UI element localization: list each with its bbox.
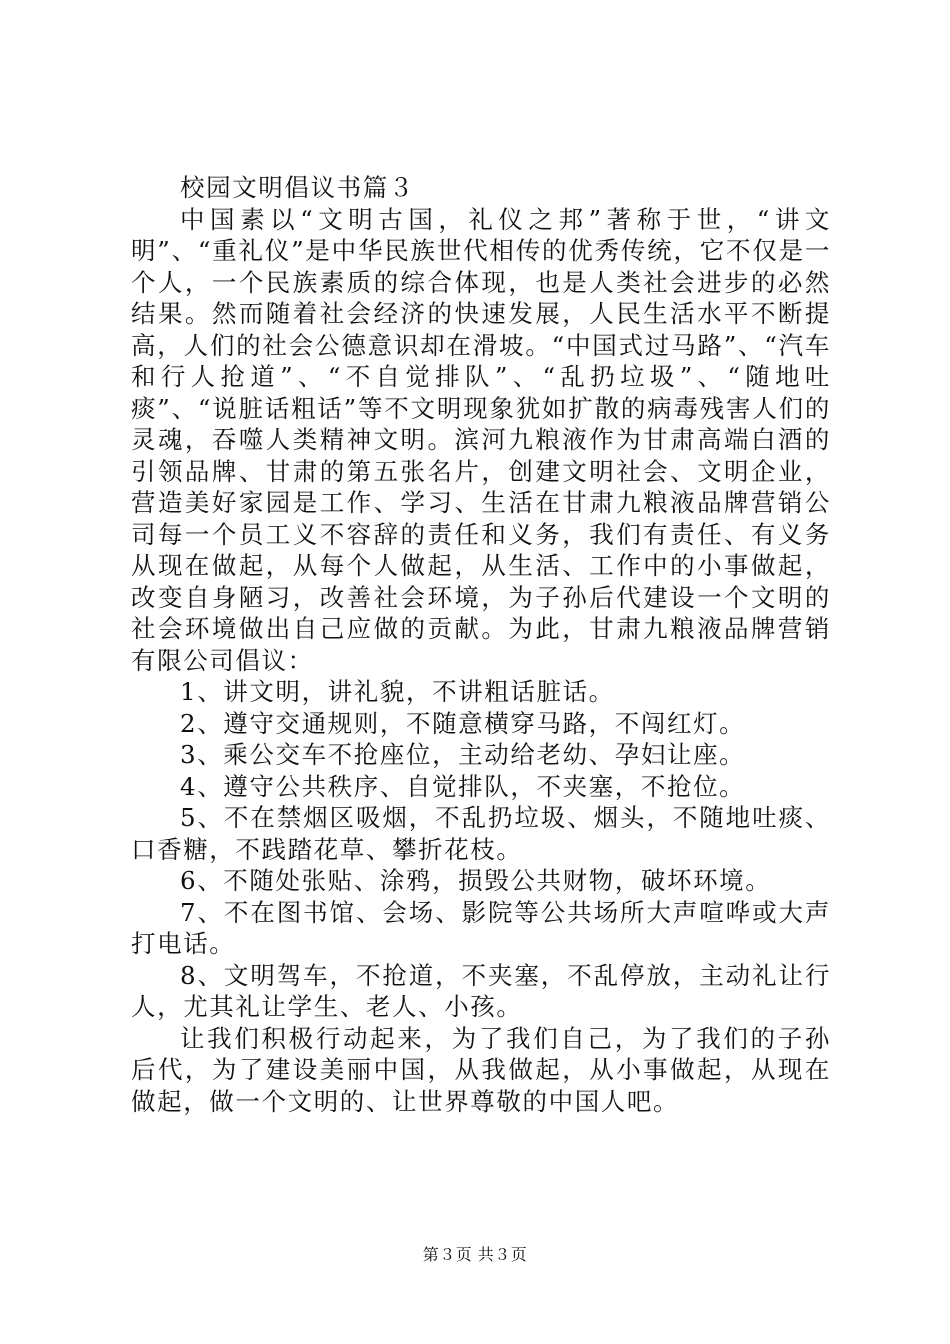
proposal-item-7: 7、不在图书馆、会场、影院等公共场所大声喧哗或大声打电话。 bbox=[131, 897, 831, 958]
proposal-item-6: 6、不随处张贴、涂鸦，损毁公共财物，破坏环境。 bbox=[180, 866, 772, 895]
proposal-item-3: 3、乘公交车不抢座位，主动给老幼、孕妇让座。 bbox=[180, 740, 746, 769]
document-title: 校园文明倡议书篇３ bbox=[180, 173, 415, 202]
intro-paragraph: 中国素以“文明古国，礼仪之邦”著称于世，“讲文明”、“重礼仪”是中华民族世代相传的优秀传统，它不仅是一个人，一个民族素质的综合体现，也是人类社会进步的必然结果。然而随着社会经济的快速发展，人民生活水平不断提高，人们的社会公德意识却在滑坡。“中国式过马路”、“汽车和行人抢道”、“不自觉排队”、“乱扔垃圾”、“随地吐痰”、“说脏话粗话”等不文明现象犹如扩散的病毒残害人们的灵魂，吞噬人类精神文明。滨河九粮液作为甘肃高端白酒的引领品牌、甘肃的第五张名片，创建文明社会、文明企业，营造美好家园是工作、学习、生活在甘肃九粮液品牌营销公司每一个员工义不容辞的责任和义务，我们有责任、有义务从现在做起，从每个人做起，从生活、工作中的小事做起，改变自身陋习，改善社会环境，为子孙后代建设一个文明的社会环境做出自己应做的贡献。为此，甘肃九粮液品牌营销有限公司倡议： bbox=[131, 204, 831, 675]
page-number-footer: 第３页 共３页 bbox=[422, 1245, 528, 1264]
proposal-item-2: 2、遵守交通规则，不随意横穿马路，不闯红灯。 bbox=[180, 708, 746, 738]
closing-paragraph: 让我们积极行动起来，为了我们自己，为了我们的子孙后代，为了建设美丽中国，从我做起，从小事做起，从现在做起，做一个文明的、让世界尊敬的中国人吧。 bbox=[131, 1023, 831, 1116]
proposal-item-5: 5、不在禁烟区吸烟，不乱扔垃圾、烟头，不随地吐痰、口香糖，不践踏花草、攀折花枝。 bbox=[131, 803, 831, 864]
proposal-item-4: 4、遵守公共秩序、自觉排队，不夹塞，不抢位。 bbox=[180, 771, 746, 801]
document-body bbox=[131, 172, 831, 1117]
proposal-item-8: 8、文明驾车，不抢道，不夹塞，不乱停放，主动礼让行人，尤其礼让学生、老人、小孩。 bbox=[131, 960, 831, 1021]
proposal-item-1: 1、讲文明，讲礼貌，不讲粗话脏话。 bbox=[180, 677, 615, 706]
